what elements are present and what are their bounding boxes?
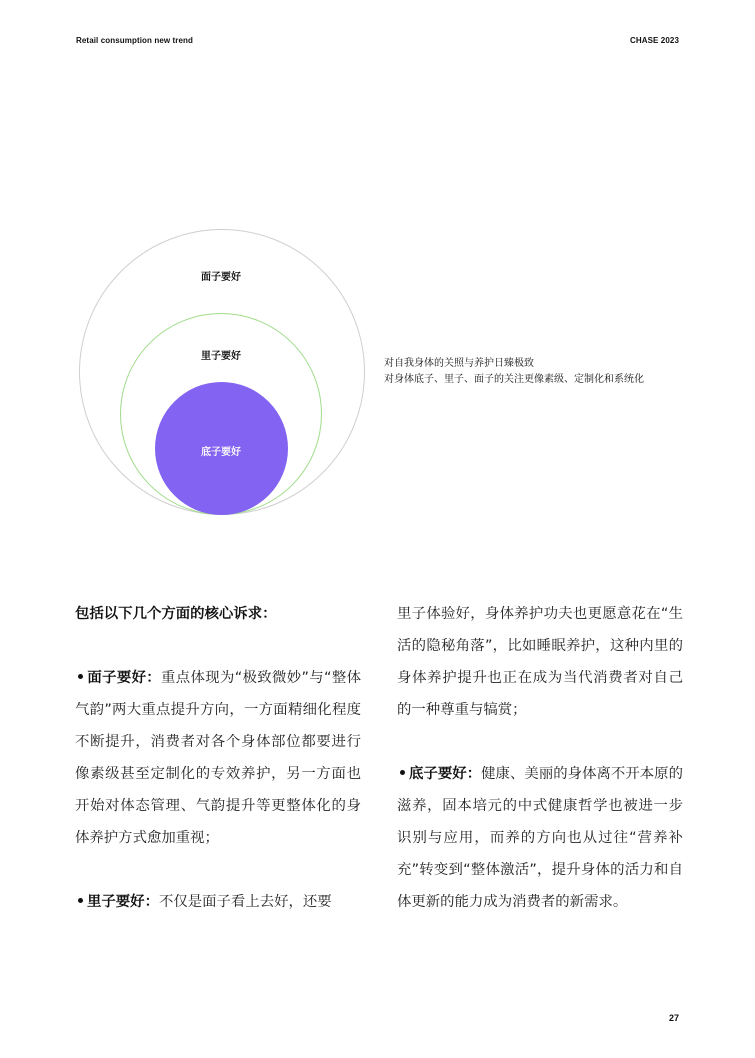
- item-foundation-text: 健康、美丽的身体离不开本原的滋养，固本培元的中式健康哲学也被进一步识别与应用，而养的方向也从过往“营养补充”转变到“整体激活”，提升身体的活力和自体更新的能力成为消费者的新需求。: [397, 766, 683, 910]
- inner-circle-label: 底子要好: [201, 447, 241, 458]
- item-foundation-title: 底子要好：: [409, 766, 482, 782]
- item-face-title: 面子要好：: [87, 670, 162, 686]
- item-face: [75, 662, 361, 854]
- header-title: Retail consumption new trend: [76, 36, 194, 45]
- section-heading: 包括以下几个方面的核心诉求：: [75, 606, 277, 622]
- diagram-note-line-1: 对自我身体的关照与养护日臻极致: [384, 358, 534, 369]
- text-column-left: [75, 598, 361, 918]
- text-column-right: [397, 598, 683, 918]
- item-inside-title: 里子要好：: [87, 894, 159, 910]
- item-foundation: [397, 758, 683, 918]
- bullet-dot-icon: [78, 674, 83, 679]
- outer-circle-label: 面子要好: [201, 272, 241, 283]
- diagram-note-line-2: 对身体底子、里子、面子的关注更像素级、定制化和系统化: [384, 374, 644, 385]
- item-face-text: 重点体现为“极致微妙”与“整体气韵”两大重点提升方向，一方面精细化程度不断提升，消费者对各个身体部位都要进行像素级甚至定制化的专效养护，另一方面也开始对体态管理、气韵提升等更整体化的身体养护方式愈加重视；: [75, 670, 361, 846]
- bullet-dot-icon: [78, 898, 83, 903]
- item-inside-text-continued: 里子体验好，身体养护功夫也更愿意花在“生活的隐秘角落”，比如睡眠养护，这种内里的身体养护提升也正在成为当代消费者对自己的一种尊重与犒赏；: [397, 606, 683, 718]
- header-brand: CHASE 2023: [629, 36, 679, 45]
- item-inside: [75, 886, 361, 918]
- bullet-dot-icon: [400, 770, 405, 775]
- middle-circle-label: 里子要好: [201, 351, 241, 362]
- page-number: 27: [668, 1013, 679, 1023]
- diagram-note: [384, 356, 644, 388]
- item-inside-text-start: 不仅是面子看上去好，还要: [158, 894, 332, 910]
